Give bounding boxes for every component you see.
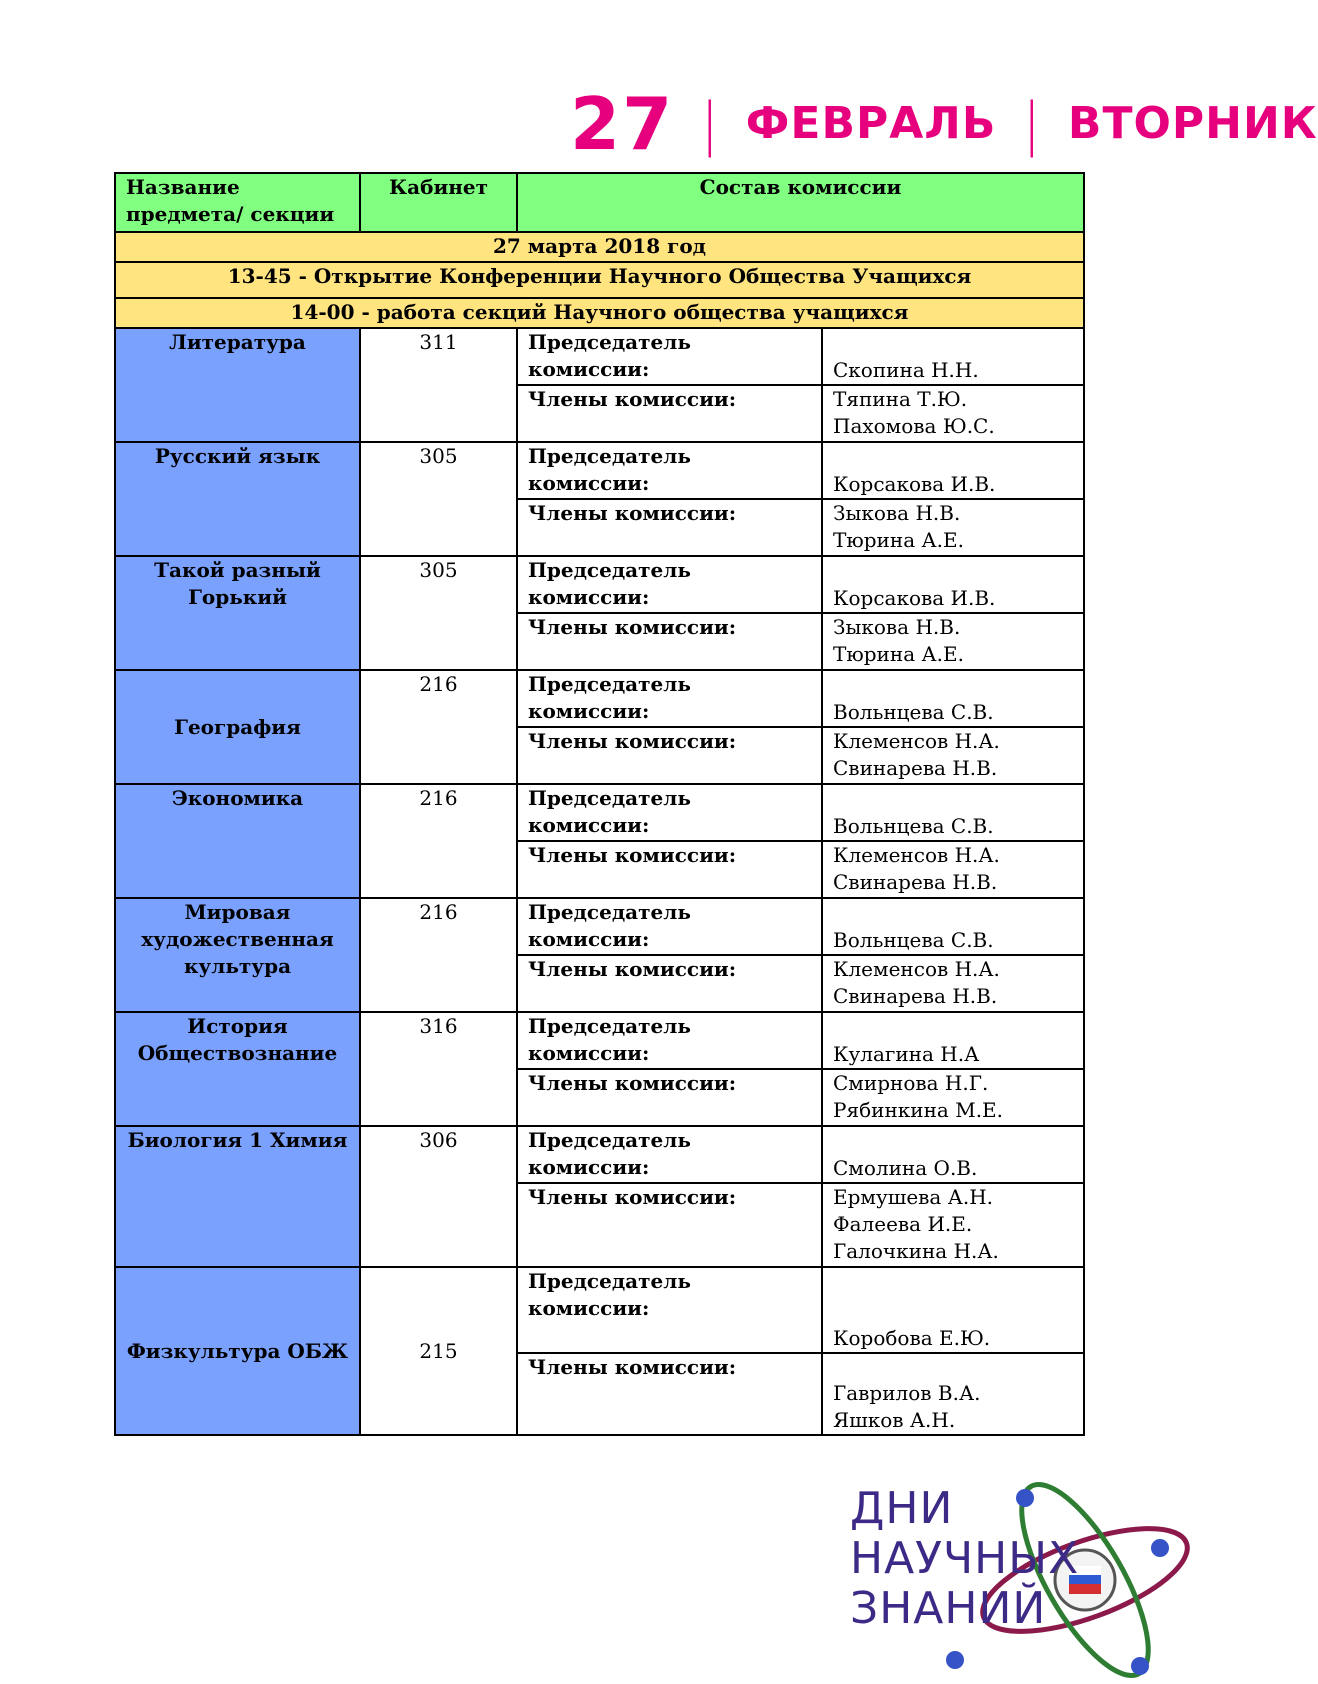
chair-label: Председатель комиссии: — [517, 442, 822, 499]
logo-line-1: ДНИ — [850, 1483, 954, 1534]
chair-name: Вольнцева С.В. — [822, 670, 1084, 727]
table-row — [115, 1126, 1084, 1183]
table-row — [115, 442, 1084, 499]
chair-label: Председатель комиссии: — [517, 556, 822, 613]
members-label: Члены комиссии: — [517, 613, 822, 670]
date-row-text: 27 марта 2018 год — [115, 232, 1084, 262]
members-names — [822, 1353, 1084, 1435]
chair-name: Вольнцева С.В. — [822, 898, 1084, 955]
chair-label: Председатель комиссии: — [517, 784, 822, 841]
member-name: Клеменсов Н.А. — [833, 957, 1000, 981]
member-name: Свинарева Н.В. — [833, 984, 998, 1008]
members-label: Члены комиссии: — [517, 841, 822, 898]
chair-label: Председатель комиссии: — [517, 670, 822, 727]
section-subject: Экономика — [115, 784, 360, 898]
chair-name: Коробова Е.Ю. — [822, 1267, 1084, 1353]
section-room: 311 — [360, 328, 517, 442]
member-name: Свинарева Н.В. — [833, 870, 998, 894]
section-subject: Мировая художественная культура — [115, 898, 360, 1012]
chair-label: Председатель комиссии: — [517, 1126, 822, 1183]
section-room: 305 — [360, 556, 517, 670]
section-subject: Биология 1 Химия — [115, 1126, 360, 1267]
section-room: 216 — [360, 784, 517, 898]
members-names — [822, 841, 1084, 898]
work-row-text: 14-00 - работа секций Научного общества учащихся — [115, 298, 1084, 328]
table-header-row — [115, 173, 1084, 232]
members-names — [822, 955, 1084, 1012]
section-subject: Литература — [115, 328, 360, 442]
header-separator: | — [705, 90, 715, 158]
page-header — [570, 82, 1318, 166]
chair-name: Корсакова И.В. — [822, 556, 1084, 613]
member-name: Рябинкина М.Е. — [833, 1098, 1004, 1122]
section-subject: История Обществознание — [115, 1012, 360, 1126]
table-row — [115, 670, 1084, 727]
chair-label: Председатель комиссии: — [517, 898, 822, 955]
members-names — [822, 385, 1084, 442]
members-names — [822, 1069, 1084, 1126]
table-row — [115, 556, 1084, 613]
chair-label: Председатель комиссии: — [517, 1267, 822, 1353]
member-name: Тяпина Т.Ю. — [833, 387, 968, 411]
date-row — [115, 232, 1084, 262]
logo-line-2: НАУЧНЫХ — [850, 1533, 1080, 1584]
members-label: Члены комиссии: — [517, 1069, 822, 1126]
members-label: Члены комиссии: — [517, 955, 822, 1012]
member-name: Смирнова Н.Г. — [833, 1071, 989, 1095]
members-label: Члены комиссии: — [517, 727, 822, 784]
section-subject: Такой разный Горький — [115, 556, 360, 670]
members-names — [822, 1183, 1084, 1267]
chair-name: Смолина О.В. — [822, 1126, 1084, 1183]
chair-name: Кулагина Н.А — [822, 1012, 1084, 1069]
header-separator: | — [1027, 90, 1038, 158]
member-name: Свинарева Н.В. — [833, 756, 998, 780]
members-names — [822, 727, 1084, 784]
members-names — [822, 499, 1084, 556]
column-header-subject: Название предмета/ секции — [115, 173, 360, 232]
header-weekday: ВТОРНИК — [1067, 98, 1318, 149]
chair-name: Вольнцева С.В. — [822, 784, 1084, 841]
section-subject: Физкультура ОБЖ — [115, 1267, 360, 1435]
members-label: Члены комиссии: — [517, 385, 822, 442]
opening-row-text: 13-45 - Открытие Конференции Научного Общества Учащихся — [115, 262, 1084, 298]
header-day: 27 — [570, 82, 675, 166]
opening-row — [115, 262, 1084, 298]
member-name: Тюрина А.Е. — [833, 642, 964, 666]
table-row — [115, 784, 1084, 841]
member-name: Галочкина Н.А. — [833, 1239, 999, 1263]
section-room: 215 — [360, 1267, 517, 1435]
chair-label: Председатель комиссии: — [517, 1012, 822, 1069]
section-room: 306 — [360, 1126, 517, 1267]
member-name: Зыкова Н.В. — [833, 615, 961, 639]
section-subject: География — [115, 670, 360, 784]
members-label: Члены комиссии: — [517, 1183, 822, 1267]
member-name: Зыкова Н.В. — [833, 501, 961, 525]
header-month: ФЕВРАЛЬ — [745, 98, 997, 149]
member-name: Тюрина А.Е. — [833, 528, 964, 552]
column-header-commission: Состав комиссии — [517, 173, 1084, 232]
section-room: 305 — [360, 442, 517, 556]
chair-label: Председатель комиссии: — [517, 328, 822, 385]
section-subject: Русский язык — [115, 442, 360, 556]
members-names — [822, 613, 1084, 670]
member-name: Гаврилов В.А. — [833, 1381, 981, 1405]
table-row — [115, 1012, 1084, 1069]
members-label: Члены комиссии: — [517, 499, 822, 556]
section-room: 216 — [360, 670, 517, 784]
section-room: 316 — [360, 1012, 517, 1126]
work-row — [115, 298, 1084, 328]
member-name: Фалеева И.Е. — [833, 1212, 973, 1236]
member-name: Клеменсов Н.А. — [833, 729, 1000, 753]
table-row — [115, 328, 1084, 385]
chair-name: Скопина Н.Н. — [822, 328, 1084, 385]
logo-text — [850, 1484, 1079, 1634]
member-name: Яшков А.Н. — [833, 1408, 956, 1432]
members-label: Члены комиссии: — [517, 1353, 822, 1435]
section-room: 216 — [360, 898, 517, 1012]
member-name: Клеменсов Н.А. — [833, 843, 1000, 867]
column-header-room: Кабинет — [360, 173, 517, 232]
table-row — [115, 1267, 1084, 1353]
table-row — [115, 898, 1084, 955]
member-name: Ермушева А.Н. — [833, 1185, 993, 1209]
schedule-table — [114, 172, 1085, 1436]
days-of-science-logo — [850, 1470, 1180, 1670]
chair-name: Корсакова И.В. — [822, 442, 1084, 499]
member-name: Пахомова Ю.С. — [833, 414, 995, 438]
logo-line-3: ЗНАНИЙ — [850, 1583, 1047, 1634]
